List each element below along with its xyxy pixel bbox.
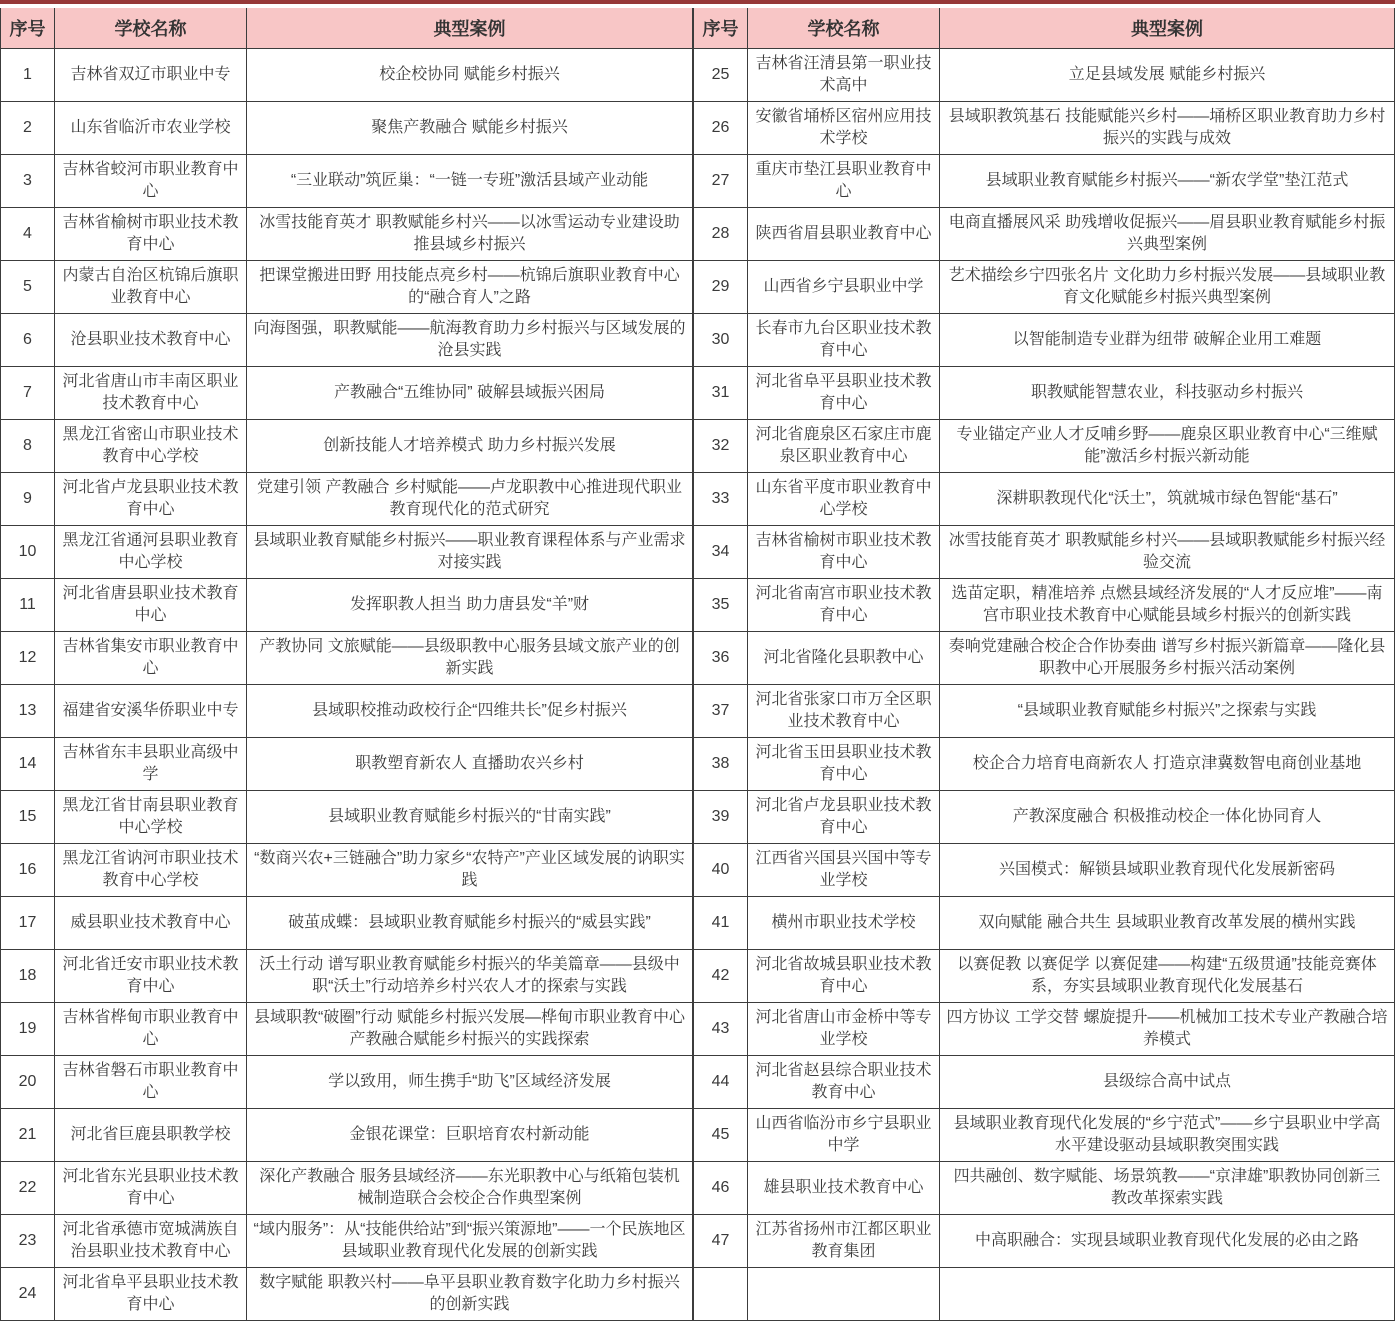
table-row bbox=[1, 1055, 693, 1108]
cell-school: 吉林省桦甸市职业教育中心 bbox=[55, 1002, 247, 1055]
cell-case: 县域职业教育赋能乡村振兴的“甘南实践” bbox=[247, 790, 693, 843]
cell-case: 数字赋能 职教兴村——阜平县职业教育数字化助力乡村振兴的创新实践 bbox=[247, 1267, 693, 1320]
cell-no: 38 bbox=[694, 737, 748, 790]
cell-no: 20 bbox=[1, 1055, 55, 1108]
cell-school: 河北省承德市宽城满族自治县职业技术教育中心 bbox=[55, 1214, 247, 1267]
cell-case: 电商直播展风采 助残增收促振兴——眉县职业教育赋能乡村振兴典型案例 bbox=[940, 207, 1395, 260]
table-row bbox=[1, 419, 693, 472]
cell-case: 立足县域发展 赋能乡村振兴 bbox=[940, 48, 1395, 101]
cell-case: 中高职融合：实现县域职业教育现代化发展的必由之路 bbox=[940, 1214, 1395, 1267]
table-row bbox=[694, 48, 1395, 101]
table-row bbox=[694, 949, 1395, 1002]
cell-no: 2 bbox=[1, 101, 55, 154]
table-row bbox=[694, 366, 1395, 419]
cell-case: 四方协议 工学交替 螺旋提升——机械加工技术专业产教融合培养模式 bbox=[940, 1002, 1395, 1055]
cell-case: 校企校协同 赋能乡村振兴 bbox=[247, 48, 693, 101]
cell-school: 河北省唐山市丰南区职业技术教育中心 bbox=[55, 366, 247, 419]
table-row bbox=[1, 101, 693, 154]
table-row bbox=[1, 525, 693, 578]
cell-school: 河北省唐山市金桥中等专业学校 bbox=[748, 1002, 940, 1055]
cell-case: “域内服务”：从“技能供给站”到“振兴策源地”——一个民族地区县域职业教育现代化发展的创新实践 bbox=[247, 1214, 693, 1267]
cell-case: 以智能制造专业群为纽带 破解企业用工难题 bbox=[940, 313, 1395, 366]
table-row bbox=[1, 366, 693, 419]
cell-no: 43 bbox=[694, 1002, 748, 1055]
cell-school: 山西省临汾市乡宁县职业中学 bbox=[748, 1108, 940, 1161]
column-header-case: 典型案例 bbox=[940, 8, 1395, 48]
cell-school: 河北省阜平县职业技术教育中心 bbox=[748, 366, 940, 419]
cell-case: 发挥职教人担当 助力唐县发“羊”财 bbox=[247, 578, 693, 631]
cell-case bbox=[940, 1267, 1395, 1320]
cell-no: 37 bbox=[694, 684, 748, 737]
cell-case: 深耕职教现代化“沃土”，筑就城市绿色智能“基石” bbox=[940, 472, 1395, 525]
table-row bbox=[1, 1108, 693, 1161]
cell-case: 沃土行动 谱写职业教育赋能乡村振兴的华美篇章——县级中职“沃土”行动培养乡村兴农人才的探索与实践 bbox=[247, 949, 693, 1002]
table-row bbox=[694, 419, 1395, 472]
cell-school: 河北省迁安市职业技术教育中心 bbox=[55, 949, 247, 1002]
cell-school: 吉林省榆树市职业技术教育中心 bbox=[55, 207, 247, 260]
cell-case: 艺术描绘乡宁四张名片 文化助力乡村振兴发展——县域职业教育文化赋能乡村振兴典型案例 bbox=[940, 260, 1395, 313]
cell-case: 县级综合高中试点 bbox=[940, 1055, 1395, 1108]
cell-case: 破茧成蝶：县域职业教育赋能乡村振兴的“威县实践” bbox=[247, 896, 693, 949]
cell-no: 5 bbox=[1, 260, 55, 313]
cell-case: 兴国模式：解锁县域职业教育现代化发展新密码 bbox=[940, 843, 1395, 896]
cell-school: 威县职业技术教育中心 bbox=[55, 896, 247, 949]
cell-case: 把课堂搬进田野 用技能点亮乡村——杭锦后旗职业教育中心的“融合育人”之路 bbox=[247, 260, 693, 313]
cell-no: 3 bbox=[1, 154, 55, 207]
cell-school: 河北省巨鹿县职教学校 bbox=[55, 1108, 247, 1161]
table-row bbox=[1, 207, 693, 260]
column-header-school: 学校名称 bbox=[55, 8, 247, 48]
table-row bbox=[1, 1214, 693, 1267]
cell-case: 四共融创、数字赋能、场景筑教——“京津雄”职教协同创新三教改革探索实践 bbox=[940, 1161, 1395, 1214]
cell-school: 河北省隆化县职教中心 bbox=[748, 631, 940, 684]
cell-no: 8 bbox=[1, 419, 55, 472]
cell-school: 吉林省汪清县第一职业技术高中 bbox=[748, 48, 940, 101]
cell-school: 山西省乡宁县职业中学 bbox=[748, 260, 940, 313]
cell-no: 47 bbox=[694, 1214, 748, 1267]
cell-no: 36 bbox=[694, 631, 748, 684]
cell-no: 39 bbox=[694, 790, 748, 843]
cell-no: 1 bbox=[1, 48, 55, 101]
table-header-left bbox=[1, 8, 693, 48]
cell-no: 18 bbox=[1, 949, 55, 1002]
table-row bbox=[694, 843, 1395, 896]
table-row bbox=[1, 313, 693, 366]
cell-no: 11 bbox=[1, 578, 55, 631]
cell-no: 34 bbox=[694, 525, 748, 578]
cell-school: 沧县职业技术教育中心 bbox=[55, 313, 247, 366]
table-row bbox=[1, 896, 693, 949]
cell-school: 河北省玉田县职业技术教育中心 bbox=[748, 737, 940, 790]
cell-school: 黑龙江省甘南县职业教育中心学校 bbox=[55, 790, 247, 843]
cell-school: 吉林省双辽市职业中专 bbox=[55, 48, 247, 101]
cell-no: 46 bbox=[694, 1161, 748, 1214]
table-row bbox=[694, 1002, 1395, 1055]
cell-case: 县域职业教育赋能乡村振兴——“新农学堂”垫江范式 bbox=[940, 154, 1395, 207]
column-header-no: 序号 bbox=[694, 8, 748, 48]
table-row bbox=[694, 684, 1395, 737]
table-row bbox=[694, 207, 1395, 260]
table-row bbox=[1, 1161, 693, 1214]
cell-school: 雄县职业技术教育中心 bbox=[748, 1161, 940, 1214]
table-row bbox=[1, 1267, 693, 1320]
schools-table-right bbox=[693, 8, 1395, 1321]
tables-container bbox=[0, 8, 1395, 1321]
table-row bbox=[694, 737, 1395, 790]
cell-school bbox=[748, 1267, 940, 1320]
cell-case: “三业联动”筑匠巢：“一链一专班”激活县域产业动能 bbox=[247, 154, 693, 207]
table-row bbox=[694, 260, 1395, 313]
table-row bbox=[694, 525, 1395, 578]
table-body-left bbox=[1, 48, 693, 1320]
cell-school: 吉林省集安市职业教育中心 bbox=[55, 631, 247, 684]
cell-school: 河北省唐县职业技术教育中心 bbox=[55, 578, 247, 631]
cell-case: 深化产教融合 服务县域经济——东光职教中心与纸箱包装机械制造联合会校企合作典型案例 bbox=[247, 1161, 693, 1214]
cell-school: 陕西省眉县职业教育中心 bbox=[748, 207, 940, 260]
cell-school: 河北省卢龙县职业技术教育中心 bbox=[55, 472, 247, 525]
cell-no: 4 bbox=[1, 207, 55, 260]
cell-no: 22 bbox=[1, 1161, 55, 1214]
cell-school: 山东省临沂市农业学校 bbox=[55, 101, 247, 154]
cell-school: 吉林省蛟河市职业教育中心 bbox=[55, 154, 247, 207]
cell-school: 黑龙江省密山市职业技术教育中心学校 bbox=[55, 419, 247, 472]
table-row bbox=[694, 1055, 1395, 1108]
table-row bbox=[1, 949, 693, 1002]
cell-no bbox=[694, 1267, 748, 1320]
cell-school: 吉林省榆树市职业技术教育中心 bbox=[748, 525, 940, 578]
cell-no: 29 bbox=[694, 260, 748, 313]
cell-case: 县域职教筑基石 技能赋能兴乡村——埇桥区职业教育助力乡村振兴的实践与成效 bbox=[940, 101, 1395, 154]
table-row bbox=[1, 472, 693, 525]
cell-school: 河北省东光县职业技术教育中心 bbox=[55, 1161, 247, 1214]
table-row bbox=[1, 48, 693, 101]
cell-case: 县域职校推动政校行企“四维共长”促乡村振兴 bbox=[247, 684, 693, 737]
column-header-school: 学校名称 bbox=[748, 8, 940, 48]
cell-school: 河北省阜平县职业技术教育中心 bbox=[55, 1267, 247, 1320]
table-row bbox=[694, 101, 1395, 154]
column-header-case: 典型案例 bbox=[247, 8, 693, 48]
cell-no: 26 bbox=[694, 101, 748, 154]
cell-no: 15 bbox=[1, 790, 55, 843]
cell-school: 福建省安溪华侨职业中专 bbox=[55, 684, 247, 737]
cell-school: 重庆市垫江县职业教育中心 bbox=[748, 154, 940, 207]
cell-case: 专业锚定产业人才反哺乡野——鹿泉区职业教育中心“三维赋能”激活乡村振兴新动能 bbox=[940, 419, 1395, 472]
table-row bbox=[1, 790, 693, 843]
cell-no: 33 bbox=[694, 472, 748, 525]
cell-case: 以赛促教 以赛促学 以赛促建——构建“五级贯通”技能竞赛体系，夯实县域职业教育现代化发展基石 bbox=[940, 949, 1395, 1002]
table-row bbox=[694, 578, 1395, 631]
cell-case: 冰雪技能育英才 职教赋能乡村兴——县域职教赋能乡村振兴经验交流 bbox=[940, 525, 1395, 578]
cell-school: 河北省赵县综合职业技术教育中心 bbox=[748, 1055, 940, 1108]
table-header-right bbox=[694, 8, 1395, 48]
cell-no: 45 bbox=[694, 1108, 748, 1161]
cell-case: 县域职业教育赋能乡村振兴——职业教育课程体系与产业需求对接实践 bbox=[247, 525, 693, 578]
cell-case: 冰雪技能育英才 职教赋能乡村兴——以冰雪运动专业建设助推县域乡村振兴 bbox=[247, 207, 693, 260]
table-row bbox=[694, 1108, 1395, 1161]
cell-case: 县域职业教育现代化发展的“乡宁范式”——乡宁县职业中学高水平建设驱动县域职教突围实践 bbox=[940, 1108, 1395, 1161]
table-body-right bbox=[694, 48, 1395, 1320]
table-row bbox=[694, 1214, 1395, 1267]
cell-no: 25 bbox=[694, 48, 748, 101]
table-row bbox=[694, 790, 1395, 843]
cell-no: 40 bbox=[694, 843, 748, 896]
cell-school: 黑龙江省通河县职业教育中心学校 bbox=[55, 525, 247, 578]
table-row bbox=[694, 896, 1395, 949]
cell-school: 横州市职业技术学校 bbox=[748, 896, 940, 949]
cell-no: 6 bbox=[1, 313, 55, 366]
schools-table-left bbox=[0, 8, 693, 1321]
cell-case: 创新技能人才培养模式 助力乡村振兴发展 bbox=[247, 419, 693, 472]
cell-case: “县域职业教育赋能乡村振兴”之探索与实践 bbox=[940, 684, 1395, 737]
cell-no: 30 bbox=[694, 313, 748, 366]
table-row bbox=[1, 260, 693, 313]
cell-school: 山东省平度市职业教育中心学校 bbox=[748, 472, 940, 525]
cell-case: 向海图强，职教赋能——航海教育助力乡村振兴与区域发展的沧县实践 bbox=[247, 313, 693, 366]
cell-school: 安徽省埇桥区宿州应用技术学校 bbox=[748, 101, 940, 154]
cell-case: 奏响党建融合校企合作协奏曲 谱写乡村振兴新篇章——隆化县职教中心开展服务乡村振兴活动案例 bbox=[940, 631, 1395, 684]
table-row bbox=[1, 684, 693, 737]
table-row bbox=[694, 154, 1395, 207]
cell-school: 河北省南宫市职业技术教育中心 bbox=[748, 578, 940, 631]
cell-no: 17 bbox=[1, 896, 55, 949]
top-accent-rule bbox=[0, 0, 1395, 4]
cell-no: 32 bbox=[694, 419, 748, 472]
cell-case: 产教深度融合 积极推动校企一体化协同育人 bbox=[940, 790, 1395, 843]
cell-school: 内蒙古自治区杭锦后旗职业教育中心 bbox=[55, 260, 247, 313]
cell-school: 吉林省磐石市职业教育中心 bbox=[55, 1055, 247, 1108]
cell-no: 7 bbox=[1, 366, 55, 419]
table-row bbox=[1, 154, 693, 207]
cell-no: 10 bbox=[1, 525, 55, 578]
cell-case: 选苗定职，精准培养 点燃县域经济发展的“人才反应堆”——南宫市职业技术教育中心赋能县域乡村振兴的创新实践 bbox=[940, 578, 1395, 631]
table-row bbox=[1, 843, 693, 896]
cell-school: 长春市九台区职业技术教育中心 bbox=[748, 313, 940, 366]
column-header-no: 序号 bbox=[1, 8, 55, 48]
cell-no: 31 bbox=[694, 366, 748, 419]
cell-no: 12 bbox=[1, 631, 55, 684]
cell-case: “数商兴农+三链融合”助力家乡“农特产”产业区域发展的讷职实践 bbox=[247, 843, 693, 896]
cell-case: 党建引领 产教融合 乡村赋能——卢龙职教中心推进现代职业教育现代化的范式研究 bbox=[247, 472, 693, 525]
cell-case: 金银花课堂：巨职培育农村新动能 bbox=[247, 1108, 693, 1161]
cell-case: 产教融合“五维协同” 破解县域振兴困局 bbox=[247, 366, 693, 419]
cell-no: 42 bbox=[694, 949, 748, 1002]
table-row bbox=[694, 472, 1395, 525]
table-row bbox=[694, 1267, 1395, 1320]
cell-no: 41 bbox=[694, 896, 748, 949]
cell-no: 27 bbox=[694, 154, 748, 207]
cell-school: 吉林省东丰县职业高级中学 bbox=[55, 737, 247, 790]
cell-no: 44 bbox=[694, 1055, 748, 1108]
cell-no: 16 bbox=[1, 843, 55, 896]
cell-no: 14 bbox=[1, 737, 55, 790]
table-row bbox=[1, 578, 693, 631]
cell-no: 19 bbox=[1, 1002, 55, 1055]
cell-case: 职教塑育新农人 直播助农兴乡村 bbox=[247, 737, 693, 790]
cell-case: 双向赋能 融合共生 县域职业教育改革发展的横州实践 bbox=[940, 896, 1395, 949]
cell-no: 13 bbox=[1, 684, 55, 737]
cell-case: 职教赋能智慧农业，科技驱动乡村振兴 bbox=[940, 366, 1395, 419]
cell-no: 24 bbox=[1, 1267, 55, 1320]
cell-case: 学以致用，师生携手“助飞”区域经济发展 bbox=[247, 1055, 693, 1108]
table-row bbox=[1, 737, 693, 790]
cell-school: 河北省鹿泉区石家庄市鹿泉区职业教育中心 bbox=[748, 419, 940, 472]
cell-case: 县域职教“破圈”行动 赋能乡村振兴发展—桦甸市职业教育中心产教融合赋能乡村振兴的实践探索 bbox=[247, 1002, 693, 1055]
table-row bbox=[1, 631, 693, 684]
table-row bbox=[1, 1002, 693, 1055]
cell-no: 23 bbox=[1, 1214, 55, 1267]
table-row bbox=[694, 631, 1395, 684]
cell-no: 9 bbox=[1, 472, 55, 525]
cell-no: 21 bbox=[1, 1108, 55, 1161]
cell-case: 聚焦产教融合 赋能乡村振兴 bbox=[247, 101, 693, 154]
table-row bbox=[694, 1161, 1395, 1214]
cell-no: 35 bbox=[694, 578, 748, 631]
cell-school: 江苏省扬州市江都区职业教育集团 bbox=[748, 1214, 940, 1267]
cell-case: 校企合力培育电商新农人 打造京津冀数智电商创业基地 bbox=[940, 737, 1395, 790]
cell-school: 河北省卢龙县职业技术教育中心 bbox=[748, 790, 940, 843]
cell-school: 河北省故城县职业技术教育中心 bbox=[748, 949, 940, 1002]
cell-school: 黑龙江省讷河市职业技术教育中心学校 bbox=[55, 843, 247, 896]
table-row bbox=[694, 313, 1395, 366]
cell-school: 河北省张家口市万全区职业技术教育中心 bbox=[748, 684, 940, 737]
cell-no: 28 bbox=[694, 207, 748, 260]
cell-school: 江西省兴国县兴国中等专业学校 bbox=[748, 843, 940, 896]
cell-case: 产教协同 文旅赋能——县级职教中心服务县域文旅产业的创新实践 bbox=[247, 631, 693, 684]
